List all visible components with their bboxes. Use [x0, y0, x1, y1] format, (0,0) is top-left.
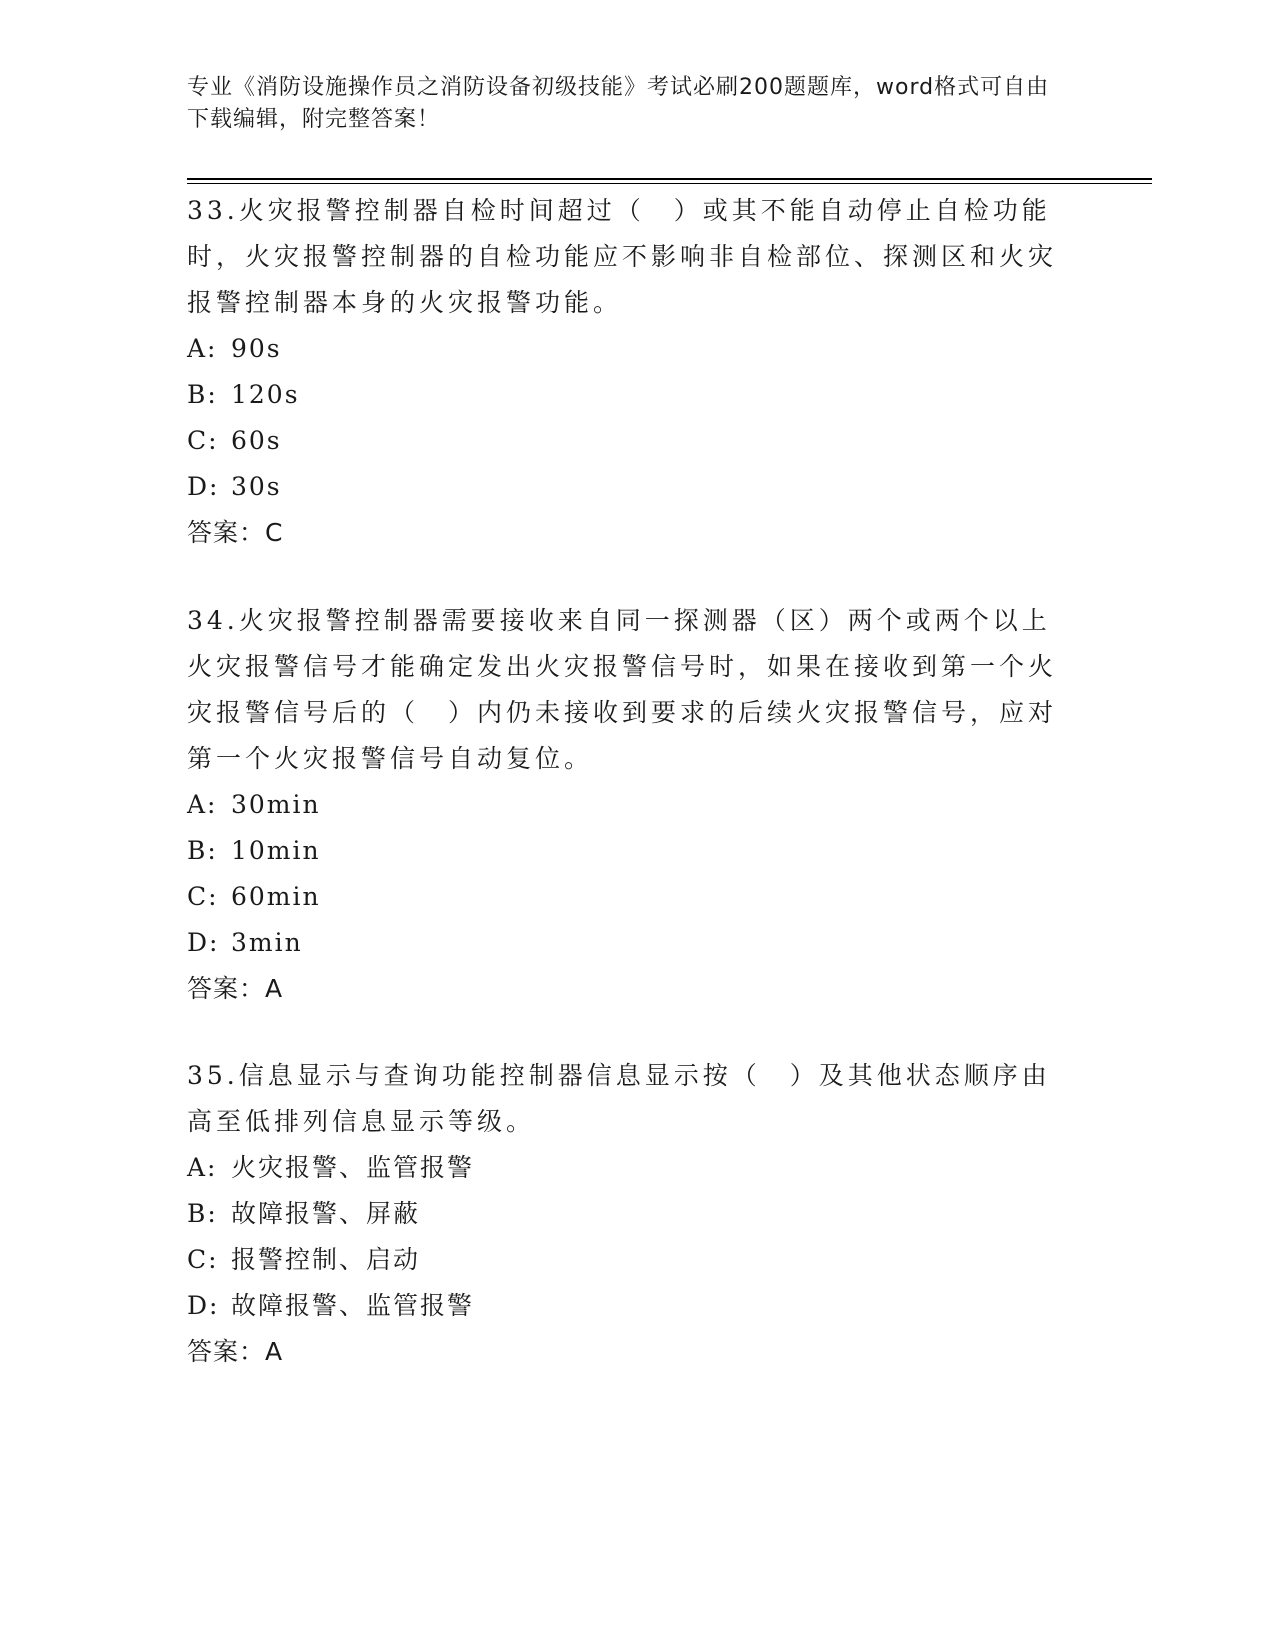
answer-line: 答案：A [187, 1337, 284, 1366]
option-c [187, 1237, 1067, 1283]
option-text: 60min [231, 882, 321, 911]
option-text: 30min [231, 790, 321, 819]
option-d [187, 464, 1067, 510]
option-letter: B: [187, 836, 218, 865]
option-letter: C: [187, 426, 219, 455]
option-letter: D: [187, 472, 220, 501]
option-c [187, 874, 1067, 920]
option-letter: D: [187, 1291, 220, 1320]
header-divider-thin [187, 183, 1152, 184]
question-stem: 34.火灾报警控制器需要接收来自同一探测器（区）两个或两个以上火灾报警信号才能确定发出火灾报警信号时，如果在接收到第一个火灾报警信号后的（ ）内仍未接收到要求的后续火灾报警信号，应对第一个火灾报警信号自动复位。 [187, 606, 1058, 773]
question-34 [187, 598, 1067, 1012]
question-stem: 33.火灾报警控制器自检时间超过（ ）或其不能自动停止自检功能时，火灾报警控制器的自检功能应不影响非自检部位、探测区和火灾报警控制器本身的火灾报警功能。 [187, 196, 1058, 317]
option-b [187, 828, 1067, 874]
option-c [187, 418, 1067, 464]
option-text: 故障报警、屏蔽 [231, 1199, 421, 1228]
option-text: 3min [231, 928, 303, 957]
question-33 [187, 188, 1067, 556]
header-divider-thick [187, 178, 1152, 180]
option-d [187, 920, 1067, 966]
option-letter: C: [187, 882, 219, 911]
option-text: 30s [231, 472, 282, 501]
option-text: 报警控制、启动 [231, 1245, 421, 1274]
option-letter: A: [187, 334, 218, 363]
option-letter: B: [187, 380, 218, 409]
answer-line: 答案：C [187, 518, 284, 547]
option-letter: D: [187, 928, 220, 957]
option-letter: A: [187, 1153, 218, 1182]
option-a [187, 782, 1067, 828]
option-b [187, 372, 1067, 418]
option-text: 120s [231, 380, 300, 409]
option-text: 60s [231, 426, 282, 455]
document-header: 专业《消防设施操作员之消防设备初级技能》考试必刷200题题库，word格式可自由下载编辑，附完整答案！ [187, 75, 1050, 132]
option-a [187, 1145, 1067, 1191]
option-letter: A: [187, 790, 218, 819]
option-a [187, 326, 1067, 372]
option-letter: B: [187, 1199, 218, 1228]
option-text: 火灾报警、监管报警 [231, 1153, 475, 1182]
answer-line: 答案：A [187, 974, 284, 1003]
question-stem: 35.信息显示与查询功能控制器信息显示按（ ）及其他状态顺序由高至低排列信息显示等级。 [187, 1061, 1051, 1136]
question-35 [187, 1053, 1067, 1375]
option-d [187, 1283, 1067, 1329]
option-text: 10min [231, 836, 321, 865]
option-text: 90s [231, 334, 282, 363]
option-text: 故障报警、监管报警 [231, 1291, 475, 1320]
option-letter: C: [187, 1245, 219, 1274]
option-b [187, 1191, 1067, 1237]
